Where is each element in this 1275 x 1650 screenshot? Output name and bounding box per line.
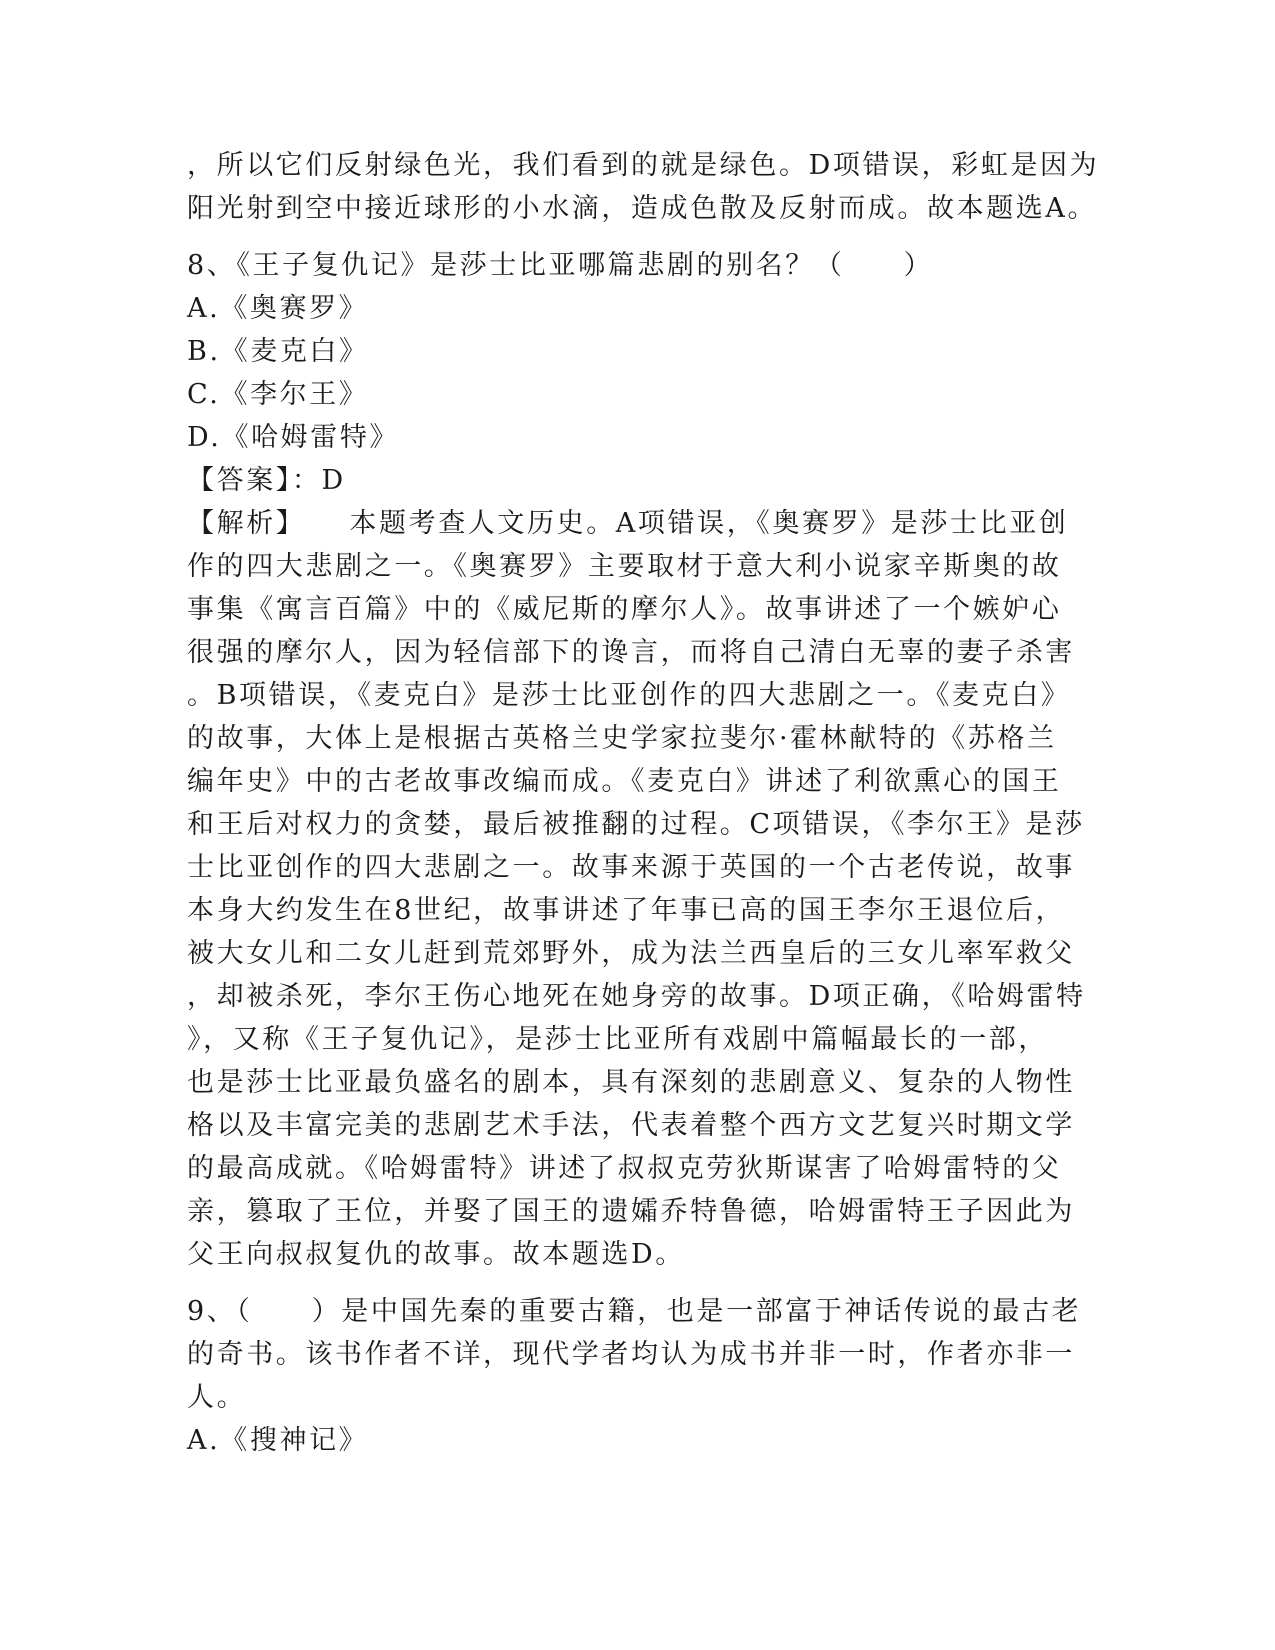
document-page <box>187 144 1100 1462</box>
question-9-stem-line: 人。 <box>187 1382 247 1413</box>
question-8-option-a: A.《奥赛罗》 <box>187 293 369 324</box>
analysis-text: 本题考查人文历史。A项错误，《奥赛罗》是莎士比亚创 <box>349 508 1069 539</box>
analysis-line: ，却被杀死，李尔王伤心地死在她身旁的故事。D项正确，《哈姆雷特 <box>187 981 1086 1012</box>
analysis-line: 亲，篡取了王位，并娶了国王的遗孀乔特鲁德，哈姆雷特王子因此为 <box>187 1196 1075 1227</box>
question-8-analysis-first-line <box>187 502 1087 545</box>
analysis-line: 编年史》中的古老故事改编而成。《麦克白》讲述了利欲熏心的国王 <box>187 766 1062 797</box>
analysis-line: 父王向叔叔复仇的故事。故本题选D。 <box>187 1239 685 1270</box>
question-9-option-a: A.《搜神记》 <box>187 1425 369 1456</box>
question-8-option-d: D.《哈姆雷特》 <box>187 422 400 453</box>
question-8-option-c: C.《李尔王》 <box>187 379 369 410</box>
analysis-line: 》，又称《王子复仇记》，是莎士比亚所有戏剧中篇幅最长的一部， <box>187 1024 1048 1055</box>
analysis-line: 很强的摩尔人，因为轻信部下的谗言，而将自己清白无辜的妻子杀害 <box>187 637 1075 668</box>
question-8-option-b: B.《麦克白》 <box>187 336 369 367</box>
analysis-line: 和王后对权力的贪婪，最后被推翻的过程。C项错误，《李尔王》是莎 <box>187 809 1085 840</box>
prev-explanation-line: 阳光射到空中接近球形的小水滴，造成色散及反射而成。故本题选A。 <box>187 193 1098 224</box>
analysis-line: 事集《寓言百篇》中的《威尼斯的摩尔人》。故事讲述了一个嫉妒心 <box>187 594 1062 625</box>
question-8-stem: 8、《王子复仇记》是莎士比亚哪篇悲剧的别名？（ ） <box>187 250 934 281</box>
analysis-line: 也是莎士比亚最负盛名的剧本，具有深刻的悲剧意义、复杂的人物性 <box>187 1067 1075 1098</box>
analysis-label: 【解析】 <box>187 508 306 539</box>
prev-explanation-line: ，所以它们反射绿色光，我们看到的就是绿色。D项错误，彩虹是因为 <box>187 150 1100 181</box>
analysis-line: 格以及丰富完美的悲剧艺术手法，代表着整个西方文艺复兴时期文学 <box>187 1110 1075 1141</box>
question-9-stem-line: 的奇书。该书作者不详，现代学者均认为成书并非一时，作者亦非一 <box>187 1339 1075 1370</box>
analysis-line: 的故事，大体上是根据古英格兰史学家拉斐尔·霍林献特的《苏格兰 <box>187 723 1057 754</box>
analysis-line: 。B项错误，《麦克白》是莎士比亚创作的四大悲剧之一。《麦克白》 <box>187 680 1071 711</box>
question-8-answer: 【答案】：D <box>187 465 346 496</box>
analysis-line: 被大女儿和二女儿赶到荒郊野外，成为法兰西皇后的三女儿率军救父 <box>187 938 1075 969</box>
analysis-line: 士比亚创作的四大悲剧之一。故事来源于英国的一个古老传说，故事 <box>187 852 1075 883</box>
analysis-line: 本身大约发生在8世纪，故事讲述了年事已高的国王李尔王退位后， <box>187 895 1066 926</box>
analysis-line: 的最高成就。《哈姆雷特》讲述了叔叔克劳狄斯谋害了哈姆雷特的父 <box>187 1153 1062 1184</box>
analysis-line: 作的四大悲剧之一。《奥赛罗》主要取材于意大利小说家辛斯奥的故 <box>187 551 1062 582</box>
question-9-stem-line: 9、（ ）是中国先秦的重要古籍，也是一部富于神话传说的最古老 <box>187 1296 1082 1327</box>
